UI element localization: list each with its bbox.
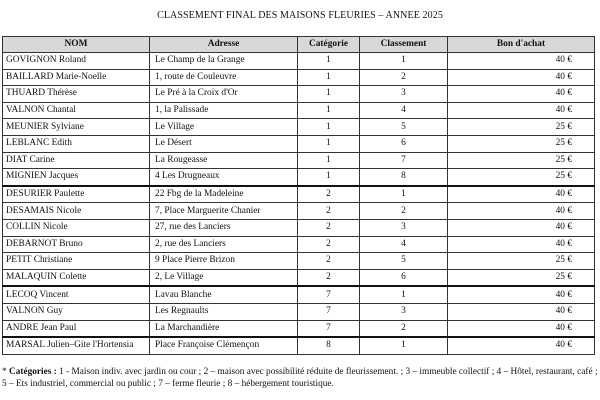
cell-classement: 1	[360, 286, 448, 303]
table-header-row	[3, 37, 595, 53]
table-row	[3, 135, 595, 152]
cell-categorie: 2	[298, 219, 360, 236]
cell-nom: THUARD Thérèse	[3, 86, 150, 103]
cell-adresse: 1, la Palissade	[150, 102, 298, 119]
cell-categorie: 7	[298, 320, 360, 337]
cell-nom: MARSAL Julien–Gite l'Hortensia	[3, 337, 150, 354]
cell-categorie: 7	[298, 286, 360, 303]
table-row	[3, 286, 595, 303]
cell-classement: 6	[360, 269, 448, 286]
cell-categorie: 1	[298, 102, 360, 119]
table-row	[3, 219, 595, 236]
cell-adresse: La Marchandière	[150, 320, 298, 337]
cell-nom: VALNON Chantal	[3, 102, 150, 119]
cell-bon-achat: 40 €	[448, 286, 595, 303]
table-row	[3, 320, 595, 337]
cell-bon-achat: 25 €	[448, 269, 595, 286]
cell-adresse: Les Regnaults	[150, 303, 298, 320]
header-adresse: Adresse	[150, 37, 298, 53]
cell-bon-achat: 40 €	[448, 86, 595, 103]
cell-classement: 4	[360, 102, 448, 119]
cell-categorie: 1	[298, 86, 360, 103]
cell-categorie: 8	[298, 337, 360, 354]
cell-bon-achat: 40 €	[448, 102, 595, 119]
cell-bon-achat: 40 €	[448, 320, 595, 337]
cell-adresse: 1, route de Couleuvre	[150, 69, 298, 86]
cell-bon-achat: 40 €	[448, 303, 595, 320]
cell-bon-achat: 40 €	[448, 203, 595, 220]
table-row	[3, 119, 595, 136]
cell-classement: 3	[360, 303, 448, 320]
cell-adresse: 4 Les Drugneaux	[150, 169, 298, 186]
cell-categorie: 2	[298, 203, 360, 220]
cell-classement: 5	[360, 119, 448, 136]
cell-bon-achat: 25 €	[448, 119, 595, 136]
cell-categorie: 1	[298, 169, 360, 186]
cell-adresse: La Rougeasse	[150, 152, 298, 169]
table-row	[3, 303, 595, 320]
header-nom: NOM	[3, 37, 150, 53]
cell-classement: 1	[360, 186, 448, 203]
cell-categorie: 1	[298, 119, 360, 136]
cell-bon-achat: 25 €	[448, 169, 595, 186]
cell-adresse: Le Pré à la Croix d'Or	[150, 86, 298, 103]
cell-classement: 4	[360, 236, 448, 253]
cell-adresse: Le Village	[150, 119, 298, 136]
cell-nom: MEUNIER Sylviane	[3, 119, 150, 136]
table-row	[3, 86, 595, 103]
cell-nom: COLLIN Nicole	[3, 219, 150, 236]
cell-adresse: 27, rue des Lanciers	[150, 219, 298, 236]
cell-nom: DESAMAIS Nicole	[3, 203, 150, 220]
table-row	[3, 152, 595, 169]
table-row	[3, 169, 595, 186]
cell-categorie: 1	[298, 53, 360, 70]
cell-nom: VALNON Guy	[3, 303, 150, 320]
cell-classement: 1	[360, 53, 448, 70]
cell-bon-achat: 40 €	[448, 186, 595, 203]
cell-adresse: 2, rue des Lanciers	[150, 236, 298, 253]
footnote: * Catégories : 1 - Maison indiv. avec jardin ou cour ; 2 – maison avec possibilité réduite de fleurissement. ; 3 – immeuble collectif ; 4 – Hôtel, restaurant, café ; 5 – Ets industriel, commercial ou public ; 7 – ferme fleurie ; 8 – hébergement touristique.	[2, 367, 598, 389]
cell-adresse: Lavau Blanche	[150, 286, 298, 303]
cell-bon-achat: 40 €	[448, 337, 595, 354]
cell-classement: 1	[360, 337, 448, 354]
cell-classement: 7	[360, 152, 448, 169]
cell-bon-achat: 25 €	[448, 152, 595, 169]
cell-nom: DIAT Carine	[3, 152, 150, 169]
cell-classement: 3	[360, 86, 448, 103]
cell-adresse: 9 Place Pierre Brizon	[150, 253, 298, 270]
cell-classement: 6	[360, 135, 448, 152]
page-title: CLASSEMENT FINAL DES MAISONS FLEURIES – ANNEE 2025	[157, 10, 443, 21]
cell-nom: DESURIER Paulette	[3, 186, 150, 203]
cell-categorie: 2	[298, 253, 360, 270]
cell-nom: DEBARNOT Bruno	[3, 236, 150, 253]
cell-categorie: 7	[298, 303, 360, 320]
cell-categorie: 2	[298, 269, 360, 286]
footnote-text: 1 - Maison indiv. avec jardin ou cour ; 2 – maison avec possibilité réduite de fleurissement. ; 3 – immeuble collectif ; 4 – Hôtel, restaurant, café ; 5 – Ets industriel, commercial ou public ; 7 – ferme fleurie ; 8 – hébergement touristique.	[2, 367, 598, 389]
table-row	[3, 186, 595, 203]
table-row	[3, 337, 595, 354]
ranking-table	[2, 36, 595, 355]
cell-categorie: 1	[298, 135, 360, 152]
cell-nom: BAILLARD Marie-Noelle	[3, 69, 150, 86]
cell-classement: 2	[360, 203, 448, 220]
table-row	[3, 236, 595, 253]
cell-nom: MIGNIEN Jacques	[3, 169, 150, 186]
cell-classement: 2	[360, 320, 448, 337]
cell-nom: PETIT Christiane	[3, 253, 150, 270]
cell-categorie: 2	[298, 236, 360, 253]
cell-classement: 8	[360, 169, 448, 186]
table-row	[3, 269, 595, 286]
cell-bon-achat: 25 €	[448, 135, 595, 152]
cell-adresse: 2, Le Village	[150, 269, 298, 286]
cell-bon-achat: 40 €	[448, 236, 595, 253]
header-categorie: Catégorie	[298, 37, 360, 53]
cell-classement: 2	[360, 69, 448, 86]
header-classement: Classement	[360, 37, 448, 53]
cell-adresse: Le Champ de la Grange	[150, 53, 298, 70]
cell-categorie: 1	[298, 152, 360, 169]
header-bon-achat: Bon d'achat	[448, 37, 595, 53]
cell-bon-achat: 40 €	[448, 53, 595, 70]
cell-nom: LEBLANC Edith	[3, 135, 150, 152]
cell-categorie: 1	[298, 69, 360, 86]
table-row	[3, 203, 595, 220]
table-row	[3, 253, 595, 270]
cell-nom: MALAQUIN Colette	[3, 269, 150, 286]
cell-bon-achat: 40 €	[448, 69, 595, 86]
cell-adresse: 7, Place Marguerite Chanier	[150, 203, 298, 220]
table-row	[3, 69, 595, 86]
cell-bon-achat: 25 €	[448, 253, 595, 270]
cell-classement: 5	[360, 253, 448, 270]
cell-classement: 3	[360, 219, 448, 236]
cell-adresse: Place Françoise Clémençon	[150, 337, 298, 354]
cell-categorie: 2	[298, 186, 360, 203]
cell-nom: LECOQ Vincent	[3, 286, 150, 303]
cell-bon-achat: 40 €	[448, 219, 595, 236]
cell-adresse: Le Désert	[150, 135, 298, 152]
cell-adresse: 22 Fbg de la Madeleine	[150, 186, 298, 203]
table-row	[3, 53, 595, 70]
cell-nom: ANDRE Jean Paul	[3, 320, 150, 337]
cell-nom: GOVIGNON Roland	[3, 53, 150, 70]
footnote-label: Catégories :	[8, 367, 60, 377]
table-row	[3, 102, 595, 119]
